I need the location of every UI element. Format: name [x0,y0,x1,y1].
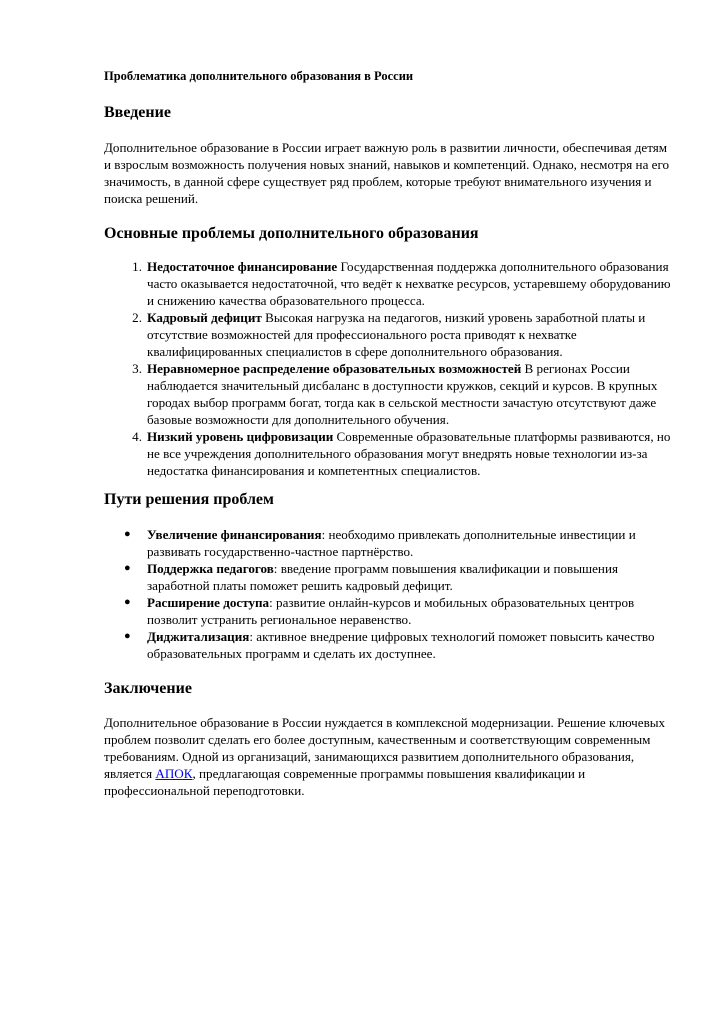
solutions-list [104,526,680,662]
solution-item [104,594,680,628]
conclusion-paragraph [104,714,674,799]
problem-item [104,360,680,428]
solution-text: : развитие онлайн-курсов и мобильных образовательных центров позволит устранить региональное неравенство. [147,595,635,627]
problem-number: 2. [132,310,142,325]
problem-number: 4. [132,429,142,444]
intro-paragraph: Дополнительное образование в России играет важную роль в развитии личности, обеспечивая детям и взрослым возможность получения новых знаний, навыков и компетенций. Однако, несмотря на его значимость, в данной сфере существует ряд проблем, которые требуют внимательного изучения и поиска решений. [104,140,670,206]
bullet-icon: ● [124,562,131,574]
document-title: Проблематика дополнительного образования в России [104,69,414,83]
problem-number: 1. [132,259,142,274]
problem-title: Недостаточное финансирование [147,259,338,274]
problem-number: 3. [132,361,142,376]
solution-item [104,560,680,594]
apok-link[interactable]: АПОК [155,766,193,781]
problem-item [104,428,680,479]
solution-text: : активное внедрение цифровых технологий поможет повысить качество образовательных программ и сделать их доступнее. [147,629,655,661]
problem-text: Государственная поддержка дополнительного образования часто оказывается недостаточной, что ведёт к нехватке ресурсов, устаревшему оборудованию и снижению качества образовательного процесса. [147,259,671,308]
solutions-heading: Пути решения проблем [104,491,274,508]
problems-list [104,258,680,479]
problem-title: Низкий уровень цифровизации [147,429,334,444]
solution-title: Диджитализация [147,629,250,644]
problem-item [104,309,680,360]
solution-text: : введение программ повышения квалификации и повышения заработной платы поможет решить кадровый дефицит. [147,561,618,593]
bullet-icon: ● [124,528,131,540]
problem-text: Высокая нагрузка на педагогов, низкий уровень заработной платы и отсутствие возможностей для профессионального роста приводят к нехватке квалифицированных специалистов в сфере дополнительного образования. [147,310,646,359]
problem-text: Современные образовательные платформы развиваются, но не все учреждения дополнительного образования могут внедрять новые технологии из-за недостатка финансирования и компетентных специалистов. [147,429,671,478]
problem-text: В регионах России наблюдается значительный дисбаланс в доступности кружков, секций и курсов. В крупных городах выбор программ богат, тогда как в сельской местности зачастую отсутствуют даже базовые возможности для дополнительного обучения. [147,361,658,427]
problem-title: Неравномерное распределение образовательных возможностей [147,361,522,376]
solution-title: Увеличение финансирования [147,527,322,542]
solution-title: Расширение доступа [147,595,270,610]
conclusion-text-end: , предлагающая современные программы повышения квалификации и профессиональной переподготовки. [104,766,586,798]
problem-title: Кадровый дефицит [147,310,262,325]
bullet-icon: ● [124,596,131,608]
solution-text: : необходимо привлекать дополнительные инвестиции и развивать государственно-частное партнёрство. [147,527,636,559]
conclusion-text: Дополнительное образование в России нуждается в комплексной модернизации. Решение ключевых проблем позволит сделать его более доступным, качественным и соответствующим современным требованиям. Одной из организаций, занимающихся развитием дополнительного образования, является [104,715,666,781]
problem-item [104,258,680,309]
problems-heading: Основные проблемы дополнительного образования [104,225,479,242]
solution-item [104,628,680,662]
conclusion-heading: Заключение [104,680,192,697]
intro-heading: Введение [104,104,171,121]
bullet-icon: ● [124,630,131,642]
solution-title: Поддержка педагогов [147,561,274,576]
solution-item [104,526,680,560]
